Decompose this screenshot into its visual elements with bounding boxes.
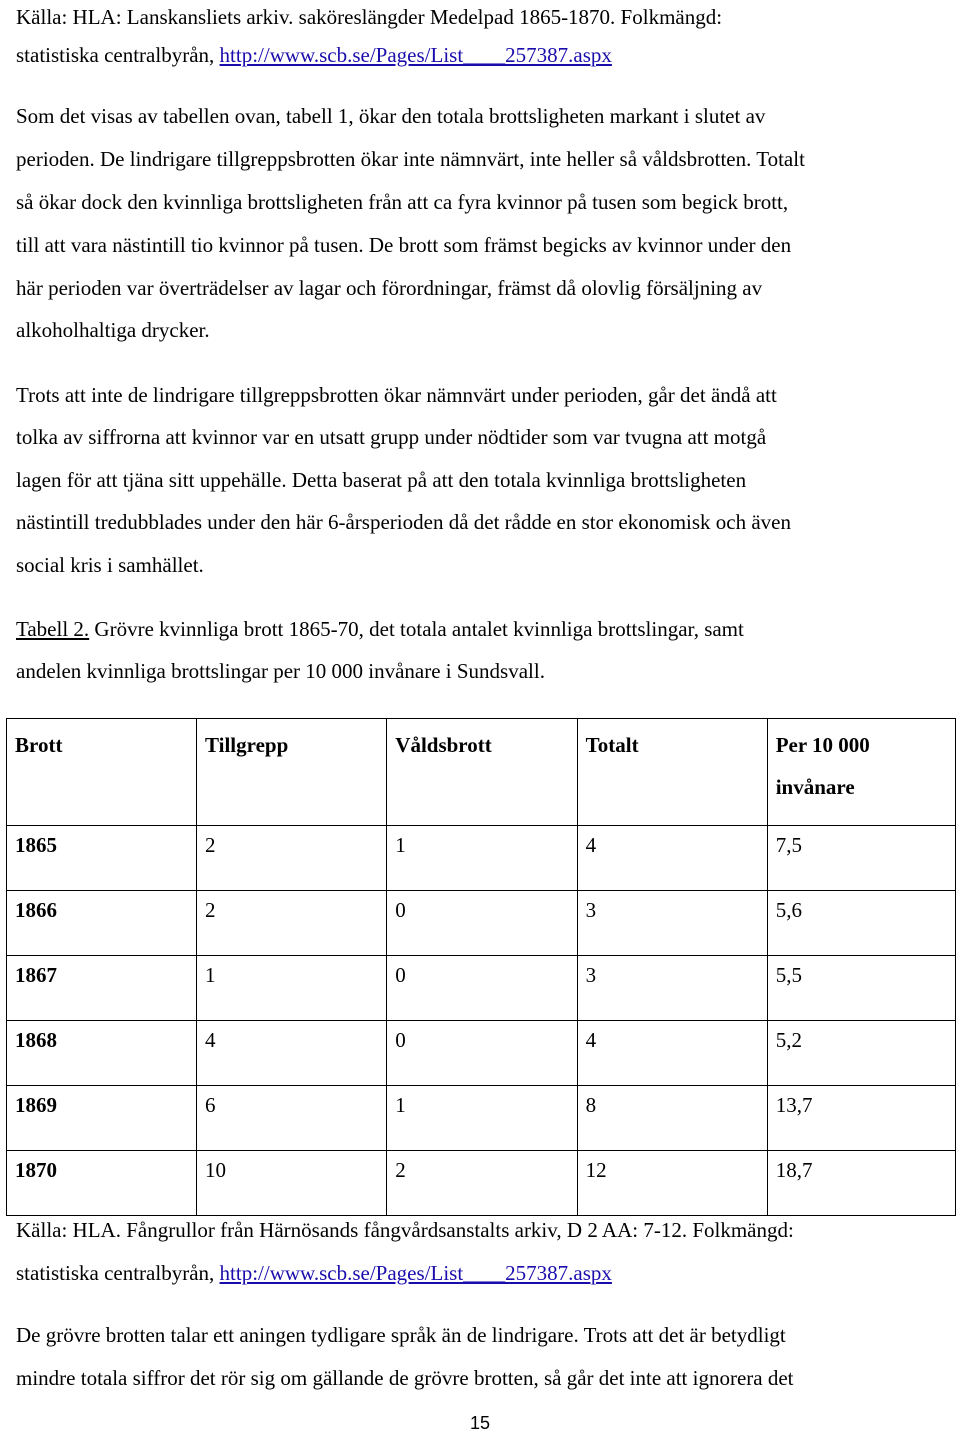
table-cell: 18,7 — [767, 1151, 955, 1216]
header-cell: Brott — [7, 719, 197, 826]
paragraph-line: Som det visas av tabellen ovan, tabell 1, ökar den totala brottsligheten markant i slutet av — [16, 104, 766, 128]
source-line-2: statistiska centralbyrån, http://www.scb.se/Pages/List____257387.aspx — [16, 43, 612, 67]
source-link[interactable]: http://www.scb.se/Pages/List____257387.aspx — [219, 43, 612, 67]
table-cell: 1 — [387, 826, 577, 891]
table-cell: 3 — [577, 891, 767, 956]
table-cell: 5,5 — [767, 956, 955, 1021]
table-header-row — [7, 719, 956, 826]
paragraph-line: social kris i samhället. — [16, 553, 204, 577]
header-cell: Per 10 000 invånare — [767, 719, 955, 826]
table-cell: 4 — [197, 1021, 387, 1086]
table-cell: 0 — [387, 891, 577, 956]
table-cell: 7,5 — [767, 826, 955, 891]
paragraph-line: så ökar dock den kvinnliga brottsligheten från att ca fyra kvinnor på tusen som begick brott, — [16, 190, 789, 214]
page-number: 15 — [469, 1413, 491, 1433]
table-cell: 6 — [197, 1086, 387, 1151]
table-caption-line-2: andelen kvinnliga brottslingar per 10 000 invånare i Sundsvall. — [16, 659, 545, 683]
year-cell: 1866 — [7, 891, 197, 956]
paragraph-line: Trots att inte de lindrigare tillgreppsbrotten ökar nämnvärt under perioden, går det ändå att — [16, 383, 777, 407]
paragraph-line: till att vara nästintill tio kvinnor på tusen. De brott som främst begicks av kvinnor under den — [16, 233, 792, 257]
table-cell: 1 — [387, 1086, 577, 1151]
table-cell: 3 — [577, 956, 767, 1021]
table-cell: 12 — [577, 1151, 767, 1216]
paragraph-line: tolka av siffrorna att kvinnor var en utsatt grupp under nödtider som var tvugna att motgå — [16, 425, 767, 449]
paragraph-line: här perioden var överträdelser av lagar och förordningar, främst då olovlig försäljning av — [16, 276, 763, 300]
table-cell: 0 — [387, 1021, 577, 1086]
paragraph-line: perioden. De lindrigare tillgreppsbrotten ökar inte nämnvärt, inte heller så våldsbrotten. Totalt — [16, 147, 805, 171]
header-cell: Totalt — [577, 719, 767, 826]
table-cell: 0 — [387, 956, 577, 1021]
table-cell: 10 — [197, 1151, 387, 1216]
table-row — [7, 826, 956, 891]
table-caption-line-1: Tabell 2. Grövre kvinnliga brott 1865-70, det totala antalet kvinnliga brottslingar, samt — [16, 617, 744, 641]
table-cell: 5,2 — [767, 1021, 955, 1086]
table-cell: 4 — [577, 826, 767, 891]
paragraph-line: nästintill tredubblades under den här 6-årsperioden då det rådde en stor ekonomisk och även — [16, 510, 792, 534]
table-cell: 4 — [577, 1021, 767, 1086]
paragraph-line: lagen för att tjäna sitt uppehälle. Detta baserat på att den totala kvinnliga brottsligheten — [16, 468, 747, 492]
table-caption-label: Tabell 2. — [16, 617, 90, 641]
table-row — [7, 1021, 956, 1086]
source-2-link[interactable]: http://www.scb.se/Pages/List____257387.aspx — [219, 1261, 612, 1285]
year-cell: 1870 — [7, 1151, 197, 1216]
year-cell: 1865 — [7, 826, 197, 891]
table-row — [7, 891, 956, 956]
crime-table — [6, 718, 956, 1216]
table-row — [7, 956, 956, 1021]
year-cell: 1868 — [7, 1021, 197, 1086]
table-row — [7, 1151, 956, 1216]
year-cell: 1867 — [7, 956, 197, 1021]
table-cell: 2 — [197, 891, 387, 956]
table-cell: 8 — [577, 1086, 767, 1151]
paragraph-line: alkoholhaltiga drycker. — [16, 318, 210, 342]
header-cell: Tillgrepp — [197, 719, 387, 826]
source-2-line-1: Källa: HLA. Fångrullor från Härnösands fångvårdsanstalts arkiv, D 2 AA: 7-12. Folkmängd: — [16, 1218, 794, 1242]
table-cell: 2 — [197, 826, 387, 891]
table-cell: 13,7 — [767, 1086, 955, 1151]
table-cell: 2 — [387, 1151, 577, 1216]
header-cell: Våldsbrott — [387, 719, 577, 826]
table-cell: 5,6 — [767, 891, 955, 956]
paragraph-line: De grövre brotten talar ett aningen tydligare språk än de lindrigare. Trots att det är betydligt — [16, 1323, 786, 1347]
year-cell: 1869 — [7, 1086, 197, 1151]
paragraph-line: mindre totala siffror det rör sig om gällande de grövre brotten, så går det inte att ignorera det — [16, 1366, 794, 1390]
table-cell: 1 — [197, 956, 387, 1021]
table-row — [7, 1086, 956, 1151]
source-line-1: Källa: HLA: Lanskansliets arkiv. saköreslängder Medelpad 1865-1870. Folkmängd: — [16, 5, 723, 29]
source-2-line-2: statistiska centralbyrån, http://www.scb.se/Pages/List____257387.aspx — [16, 1261, 612, 1285]
